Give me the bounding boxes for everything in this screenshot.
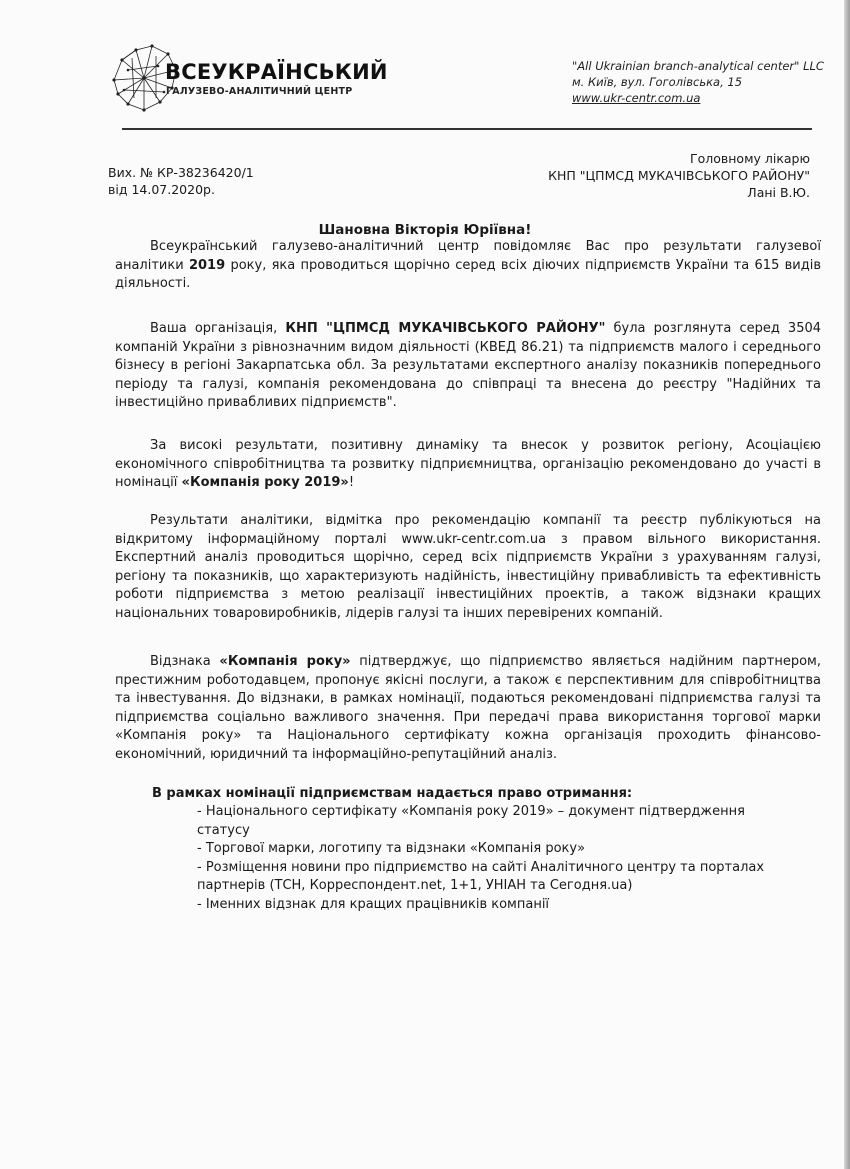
company-address: м. Київ, вул. Гоголівська, 15 bbox=[572, 75, 743, 89]
paragraph-2-text-c: була розглянута серед 3504 компаній України з рівнозначним видом діяльності (КВЕД 86.21) та підприємств малого і середнього бізнесу в регіоні Закарпатська обл. За результатами експертного аналізу показників попереднього періоду та галузі, компанія рекомендована до співпраці та внесена до реєстру "Надійних та інвестиційно привабливих підприємств". bbox=[115, 321, 822, 410]
logo-subtitle: ГАЛУЗЕВО-АНАЛІТИЧНИЙ ЦЕНТР bbox=[166, 86, 353, 97]
paragraph-2 bbox=[115, 320, 821, 413]
paragraph-5-text-a: Відзнака bbox=[150, 654, 220, 669]
paragraph-4-text: Результати аналітики, відмітка про рекомендацію компанії та реєстр публікуються на відкритому інформаційному порталі www.ukr-centr.com.ua з правом вільного використання. Експертний аналіз проводиться щорічно, серед всіх підприємств України з урахуванням галузі, регіону та показників, що характеризують надійність, інвестиційну привабливість та ефективність роботи підприємства з метою реалізації інвестиційних проектів, а також відзнаки кращих національних товаровиробників, лідерів галузі та інших перевірених компаній. bbox=[115, 513, 821, 621]
company-name: "All Ukrainian branch-analytical center" LLC bbox=[572, 59, 824, 73]
rights-list bbox=[197, 803, 797, 914]
paragraph-3-text-c: ! bbox=[348, 475, 355, 490]
paragraph-5-award: «Компанія року» bbox=[219, 654, 351, 669]
list-item: - Національного сертифікату «Компанія року 2019» – документ підтвердження статусу bbox=[197, 804, 745, 838]
list-item: - Торгової марки, логотипу та відзнаки «Компанія року» bbox=[197, 841, 586, 856]
paragraph-5 bbox=[115, 653, 821, 764]
paragraph-2-organization: КНП "ЦПМСД МУКАЧІВСЬКОГО РАЙОНУ" bbox=[285, 321, 606, 336]
paragraph-1-text-c: року, яка проводиться щорічно серед всіх діючих підприємств України та 615 видів діяльності. bbox=[115, 257, 822, 291]
list-item: - Розміщення новини про підприємство на сайті Аналітичного центру та порталах партнерів (ТСН, Корреспондент.net, 1+1, УНІАН та Сегодня.ua) bbox=[197, 859, 765, 893]
reference-date: від 14.07.2020р. bbox=[108, 182, 215, 197]
page-edge-shadow bbox=[844, 0, 850, 1169]
paragraph-1 bbox=[115, 238, 821, 294]
addressee-block bbox=[548, 150, 810, 201]
paragraph-5-text-c: підтверджує, що підприємство являється надійним партнером, престижним роботодавцем, пропонує якісні послуги, а також є перспективним для співробітництва та інвестування. До відзнаки, в рамках номінації, подаються рекомендовані підприємства галузі та підприємства соціально важливого значення. При передачі права використання торгової марки «Компанія року» та Національного сертифікату кожна організація проходить фінансово-економічний, юридичний та інформаційно-репутаційний аналіз. bbox=[115, 654, 821, 762]
salutation: Шановна Вікторія Юріївна! bbox=[318, 222, 532, 238]
paragraph-1-year: 2019 bbox=[188, 257, 226, 273]
paragraph-4 bbox=[115, 512, 821, 623]
reference-number: Вих. № КР-38236420/1 bbox=[108, 165, 254, 180]
addressee-position: Головному лікарю bbox=[689, 151, 810, 166]
paragraph-3 bbox=[115, 437, 821, 493]
list-item: - Іменних відзнак для кращих працівників компанії bbox=[197, 896, 550, 912]
paragraph-2-text-a: Ваша організація, bbox=[150, 321, 286, 336]
addressee-organization: КНП "ЦПМСД МУКАЧІВСЬКОГО РАЙОНУ" bbox=[548, 168, 810, 183]
company-info bbox=[572, 58, 824, 106]
logo-title: ВСЕУКРАЇНСЬКИЙ bbox=[165, 60, 388, 84]
addressee-name: Лані В.Ю. bbox=[747, 185, 810, 200]
paragraph-1-text-a: Всеукраїнський галузево-аналітичний центр повідомляє Вас про результати галузевої аналітики bbox=[115, 239, 821, 273]
rights-heading: В рамках номінації підприємствам надається право отримання: bbox=[152, 786, 633, 801]
outgoing-reference bbox=[108, 164, 254, 198]
paragraph-3-text-a: За високі результати, позитивну динаміку та внесок у розвиток регіону, Асоціацією економічного співробітництва та розвитку підприємництва, організацію рекомендовано до участі в номінації bbox=[115, 438, 821, 490]
paragraph-3-nomination: «Компанія року 2019» bbox=[181, 475, 349, 490]
header-divider bbox=[122, 128, 812, 130]
company-url-link[interactable]: www.ukr-centr.com.ua bbox=[572, 91, 701, 105]
